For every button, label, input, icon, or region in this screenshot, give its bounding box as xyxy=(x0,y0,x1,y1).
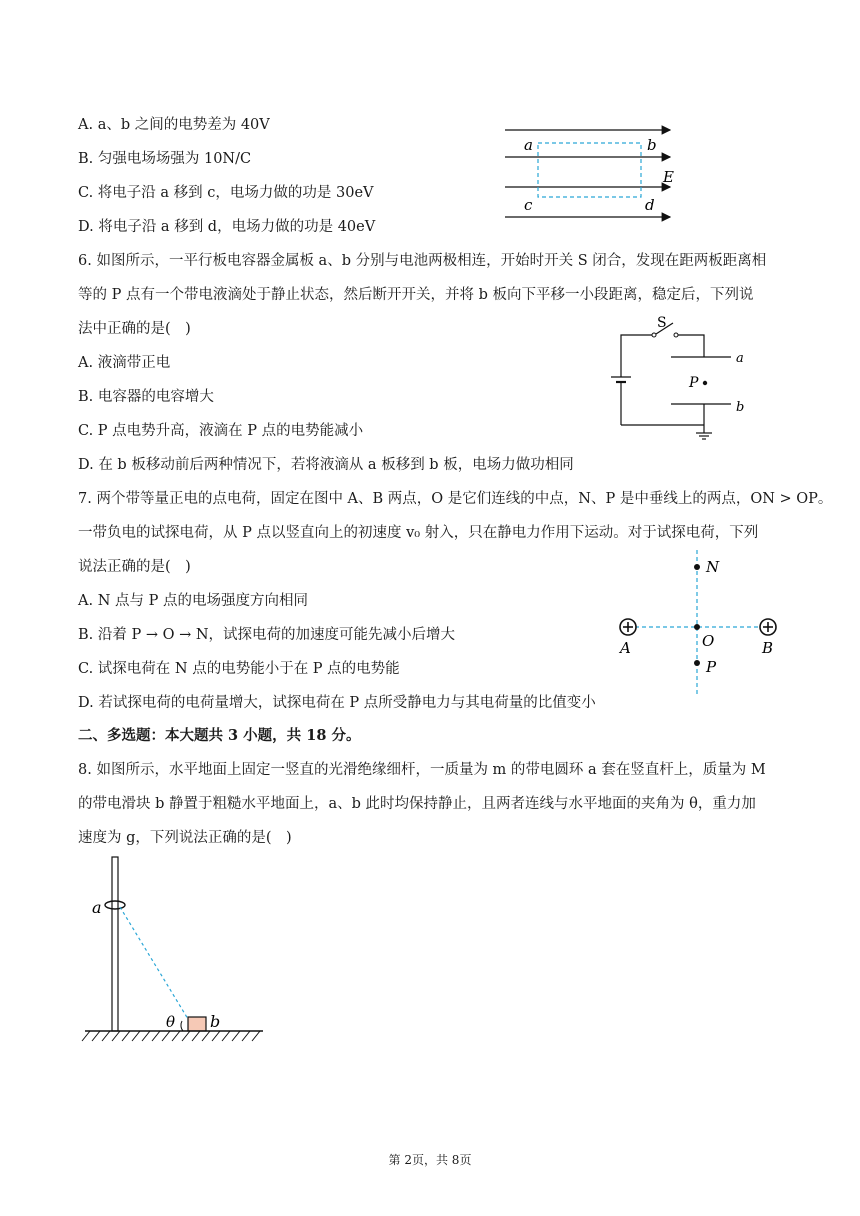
q7-stem-line-2: 一带负电的试探电荷，从 P 点以竖直向上的初速度 v₀ 射入，只在静电力作用下运动。对于试探电荷，下列 xyxy=(78,525,759,541)
q6-option-a: A. 液滴带正电 xyxy=(78,355,171,371)
hatch-mark xyxy=(82,1031,90,1041)
label-e: E xyxy=(663,168,674,186)
hatch-mark xyxy=(92,1031,100,1041)
page-footer: 第 2页，共 8页 xyxy=(388,1153,472,1167)
label-p: P xyxy=(706,658,717,676)
label-plate-a: a xyxy=(736,351,744,366)
q7-option-b: B. 沿着 P → O → N，试探电荷的加速度可能先减小后增大 xyxy=(78,627,456,643)
vertical-rod xyxy=(112,857,118,1031)
q7-option-c: C. 试探电荷在 N 点的电势能小于在 P 点的电势能 xyxy=(78,661,400,677)
hatch-mark xyxy=(202,1031,210,1041)
q5-option-d: D. 将电子沿 a 移到 d，电场力做的功是 40eV xyxy=(78,219,376,235)
hatch-mark xyxy=(132,1031,140,1041)
switch-contact xyxy=(652,333,656,337)
hatch-mark xyxy=(252,1031,260,1041)
charges-figure xyxy=(610,545,790,700)
q5-option-a: A. a、b 之间的电势差为 40V xyxy=(78,117,270,133)
hatch-mark xyxy=(172,1031,180,1041)
wire xyxy=(621,335,652,377)
q8-stem-line-1: 8. 如图所示，水平地面上固定一竖直的光滑绝缘细杆，一质量为 m 的带电圆环 a 套在竖直杆上，质量为 M xyxy=(78,762,766,778)
point-p xyxy=(703,381,707,385)
label-n: N xyxy=(706,558,720,576)
point-n xyxy=(694,564,700,570)
angle-arc xyxy=(181,1021,183,1031)
hatch-mark xyxy=(212,1031,220,1041)
point-o xyxy=(694,624,700,630)
hatch-mark xyxy=(182,1031,190,1041)
section-heading: 二、多选题：本大题共 3 小题，共 18 分。 xyxy=(78,727,361,744)
q7-stem-line-3: 说法正确的是( ) xyxy=(78,559,191,575)
q8-stem-line-3: 速度为 g，下列说法正确的是( ) xyxy=(78,830,292,846)
hatch-mark xyxy=(242,1031,250,1041)
label-d: d xyxy=(645,196,655,214)
q8-stem-line-2: 的带电滑块 b 静置于粗糙水平地面上，a、b 此时均保持静止，且两者连线与水平地面的夹角为 θ，重力加 xyxy=(78,796,756,812)
block-b xyxy=(188,1017,206,1031)
label-a: a xyxy=(524,136,533,154)
ground-hatching xyxy=(82,1031,260,1041)
q7-option-d: D. 若试探电荷的电荷量增大，试探电荷在 P 点所受静电力与其电荷量的比值变小 xyxy=(78,695,596,711)
dashed-rectangle xyxy=(538,143,641,197)
label-s: S xyxy=(657,315,667,331)
wire xyxy=(678,335,704,357)
q6-stem-line-3: 法中正确的是( ) xyxy=(78,321,191,337)
hatch-mark xyxy=(232,1031,240,1041)
hatch-mark xyxy=(162,1031,170,1041)
label-c: c xyxy=(524,196,533,214)
q6-option-c: C. P 点电势升高，液滴在 P 点的电势能减小 xyxy=(78,423,364,439)
connecting-line xyxy=(120,907,188,1019)
rod-figure xyxy=(80,855,270,1055)
q6-stem-line-2: 等的 P 点有一个带电液滴处于静止状态，然后断开开关，并将 b 板向下平移一小段距离，稳定后，下列说 xyxy=(78,287,754,303)
label-a: A xyxy=(620,639,631,657)
hatch-mark xyxy=(222,1031,230,1041)
q6-option-d: D. 在 b 板移动前后两种情况下，若将液滴从 a 板移到 b 板，电场力做功相同 xyxy=(78,457,574,473)
label-plate-b: b xyxy=(736,400,745,415)
point-p xyxy=(694,660,700,666)
q5-option-c: C. 将电子沿 a 移到 c，电场力做的功是 30eV xyxy=(78,185,374,201)
label-p: P xyxy=(689,375,699,391)
field-figure xyxy=(500,120,690,230)
hatch-mark xyxy=(192,1031,200,1041)
capacitor-figure xyxy=(605,315,755,450)
label-o: O xyxy=(702,632,715,650)
label-theta: θ xyxy=(166,1013,176,1031)
hatch-mark xyxy=(152,1031,160,1041)
switch-contact xyxy=(674,333,678,337)
q7-stem-line-1: 7. 两个带等量正电的点电荷，固定在图中 A、B 两点，O 是它们连线的中点，N、P 是中垂线上的两点，ON > OP。 xyxy=(78,491,833,507)
hatch-mark xyxy=(122,1031,130,1041)
q5-option-b: B. 匀强电场场强为 10N/C xyxy=(78,151,252,167)
hatch-mark xyxy=(142,1031,150,1041)
label-b: b xyxy=(210,1012,221,1031)
hatch-mark xyxy=(102,1031,110,1041)
q6-option-b: B. 电容器的电容增大 xyxy=(78,389,214,405)
q7-option-a: A. N 点与 P 点的电场强度方向相同 xyxy=(78,593,308,609)
label-a: a xyxy=(92,898,102,917)
hatch-mark xyxy=(112,1031,120,1041)
q6-stem-line-1: 6. 如图所示，一平行板电容器金属板 a、b 分别与电池两极相连，开始时开关 S 闭合，发现在距两板距离相 xyxy=(78,253,767,269)
label-b: b xyxy=(647,136,657,154)
label-b: B xyxy=(762,639,774,657)
